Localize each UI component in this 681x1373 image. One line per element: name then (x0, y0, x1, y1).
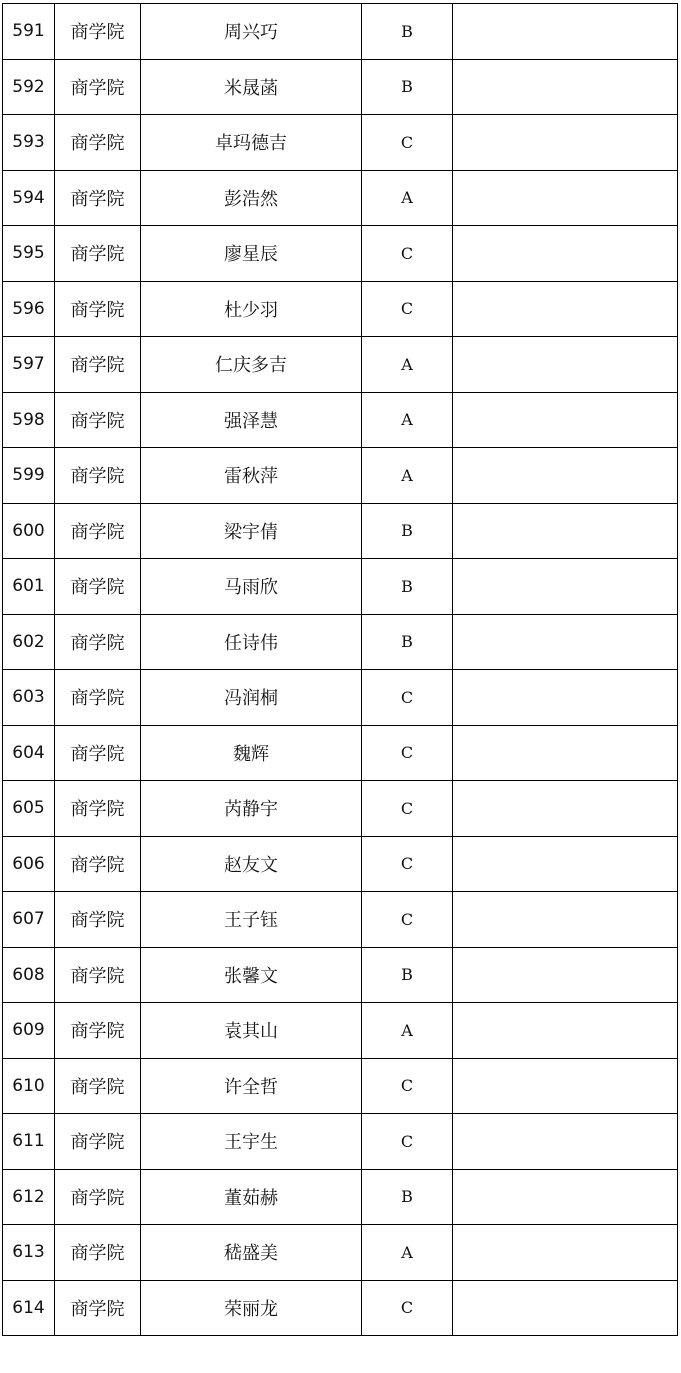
college-cell: 商学院 (55, 392, 141, 448)
table-row (3, 392, 678, 448)
row-number-cell: 611 (3, 1114, 55, 1170)
note-cell (453, 115, 678, 171)
table-row (3, 281, 678, 337)
table-row (3, 59, 678, 115)
table-row (3, 670, 678, 726)
grade-cell: A (362, 1003, 453, 1059)
note-cell (453, 892, 678, 948)
table-row (3, 559, 678, 615)
row-number-cell: 596 (3, 281, 55, 337)
student-name-cell: 魏辉 (141, 725, 362, 781)
college-cell: 商学院 (55, 226, 141, 282)
grade-table-body (3, 4, 678, 1336)
note-cell (453, 1003, 678, 1059)
college-cell: 商学院 (55, 115, 141, 171)
note-cell (453, 281, 678, 337)
note-cell (453, 1280, 678, 1336)
grade-table (2, 3, 678, 1336)
college-cell: 商学院 (55, 337, 141, 393)
table-row (3, 1280, 678, 1336)
college-cell: 商学院 (55, 670, 141, 726)
table-row (3, 170, 678, 226)
note-cell (453, 947, 678, 1003)
grade-cell: B (362, 503, 453, 559)
grade-cell: A (362, 1225, 453, 1281)
student-name-cell: 雷秋萍 (141, 448, 362, 504)
table-row (3, 448, 678, 504)
student-name-cell: 许全哲 (141, 1058, 362, 1114)
row-number-cell: 599 (3, 448, 55, 504)
college-cell: 商学院 (55, 59, 141, 115)
student-name-cell: 张馨文 (141, 947, 362, 1003)
row-number-cell: 614 (3, 1280, 55, 1336)
grade-cell: C (362, 226, 453, 282)
college-cell: 商学院 (55, 1058, 141, 1114)
grade-cell: B (362, 59, 453, 115)
college-cell: 商学院 (55, 1003, 141, 1059)
student-name-cell: 赵友文 (141, 836, 362, 892)
row-number-cell: 609 (3, 1003, 55, 1059)
student-name-cell: 袁其山 (141, 1003, 362, 1059)
row-number-cell: 600 (3, 503, 55, 559)
note-cell (453, 836, 678, 892)
row-number-cell: 593 (3, 115, 55, 171)
note-cell (453, 392, 678, 448)
college-cell: 商学院 (55, 559, 141, 615)
college-cell: 商学院 (55, 4, 141, 60)
college-cell: 商学院 (55, 781, 141, 837)
grade-cell: B (362, 947, 453, 1003)
note-cell (453, 59, 678, 115)
student-name-cell: 彭浩然 (141, 170, 362, 226)
student-name-cell: 芮静宇 (141, 781, 362, 837)
table-row (3, 115, 678, 171)
college-cell: 商学院 (55, 1114, 141, 1170)
grade-cell: A (362, 448, 453, 504)
grade-cell: C (362, 1058, 453, 1114)
row-number-cell: 612 (3, 1169, 55, 1225)
grade-cell: C (362, 781, 453, 837)
table-row (3, 781, 678, 837)
row-number-cell: 597 (3, 337, 55, 393)
row-number-cell: 608 (3, 947, 55, 1003)
student-name-cell: 杜少羽 (141, 281, 362, 337)
student-name-cell: 仁庆多吉 (141, 337, 362, 393)
student-name-cell: 廖星辰 (141, 226, 362, 282)
student-name-cell: 荣丽龙 (141, 1280, 362, 1336)
row-number-cell: 610 (3, 1058, 55, 1114)
grade-cell: A (362, 392, 453, 448)
student-name-cell: 王子钰 (141, 892, 362, 948)
note-cell (453, 1058, 678, 1114)
grade-cell: C (362, 836, 453, 892)
note-cell (453, 670, 678, 726)
table-row (3, 1169, 678, 1225)
table-row (3, 947, 678, 1003)
row-number-cell: 604 (3, 725, 55, 781)
table-row (3, 1058, 678, 1114)
college-cell: 商学院 (55, 836, 141, 892)
student-name-cell: 强泽慧 (141, 392, 362, 448)
college-cell: 商学院 (55, 281, 141, 337)
student-name-cell: 马雨欣 (141, 559, 362, 615)
student-name-cell: 嵇盛美 (141, 1225, 362, 1281)
table-row (3, 503, 678, 559)
note-cell (453, 1225, 678, 1281)
row-number-cell: 598 (3, 392, 55, 448)
table-row (3, 226, 678, 282)
note-cell (453, 170, 678, 226)
college-cell: 商学院 (55, 503, 141, 559)
note-cell (453, 614, 678, 670)
grade-cell: C (362, 670, 453, 726)
row-number-cell: 603 (3, 670, 55, 726)
row-number-cell: 606 (3, 836, 55, 892)
row-number-cell: 594 (3, 170, 55, 226)
table-row (3, 836, 678, 892)
note-cell (453, 448, 678, 504)
row-number-cell: 595 (3, 226, 55, 282)
college-cell: 商学院 (55, 892, 141, 948)
student-name-cell: 周兴巧 (141, 4, 362, 60)
table-row (3, 725, 678, 781)
note-cell (453, 4, 678, 60)
grade-cell: B (362, 4, 453, 60)
note-cell (453, 337, 678, 393)
grade-cell: B (362, 1169, 453, 1225)
student-name-cell: 冯润桐 (141, 670, 362, 726)
college-cell: 商学院 (55, 448, 141, 504)
college-cell: 商学院 (55, 170, 141, 226)
student-name-cell: 卓玛德吉 (141, 115, 362, 171)
college-cell: 商学院 (55, 614, 141, 670)
grade-cell: A (362, 170, 453, 226)
student-name-cell: 董茹赫 (141, 1169, 362, 1225)
college-cell: 商学院 (55, 1169, 141, 1225)
grade-cell: B (362, 614, 453, 670)
table-row (3, 1225, 678, 1281)
grade-cell: C (362, 281, 453, 337)
grade-cell: B (362, 559, 453, 615)
grade-cell: C (362, 115, 453, 171)
student-name-cell: 米晟菡 (141, 59, 362, 115)
note-cell (453, 725, 678, 781)
table-row (3, 1003, 678, 1059)
table-row (3, 337, 678, 393)
note-cell (453, 781, 678, 837)
row-number-cell: 607 (3, 892, 55, 948)
row-number-cell: 592 (3, 59, 55, 115)
grade-cell: C (362, 725, 453, 781)
note-cell (453, 226, 678, 282)
note-cell (453, 1169, 678, 1225)
student-name-cell: 梁宇倩 (141, 503, 362, 559)
grade-cell: C (362, 1114, 453, 1170)
row-number-cell: 591 (3, 4, 55, 60)
grade-cell: A (362, 337, 453, 393)
table-row (3, 614, 678, 670)
row-number-cell: 602 (3, 614, 55, 670)
college-cell: 商学院 (55, 1280, 141, 1336)
student-name-cell: 任诗伟 (141, 614, 362, 670)
row-number-cell: 605 (3, 781, 55, 837)
note-cell (453, 559, 678, 615)
grade-cell: C (362, 1280, 453, 1336)
note-cell (453, 1114, 678, 1170)
grade-cell: C (362, 892, 453, 948)
table-row (3, 1114, 678, 1170)
student-name-cell: 王宇生 (141, 1114, 362, 1170)
college-cell: 商学院 (55, 725, 141, 781)
row-number-cell: 613 (3, 1225, 55, 1281)
note-cell (453, 503, 678, 559)
row-number-cell: 601 (3, 559, 55, 615)
table-row (3, 4, 678, 60)
table-row (3, 892, 678, 948)
college-cell: 商学院 (55, 947, 141, 1003)
college-cell: 商学院 (55, 1225, 141, 1281)
